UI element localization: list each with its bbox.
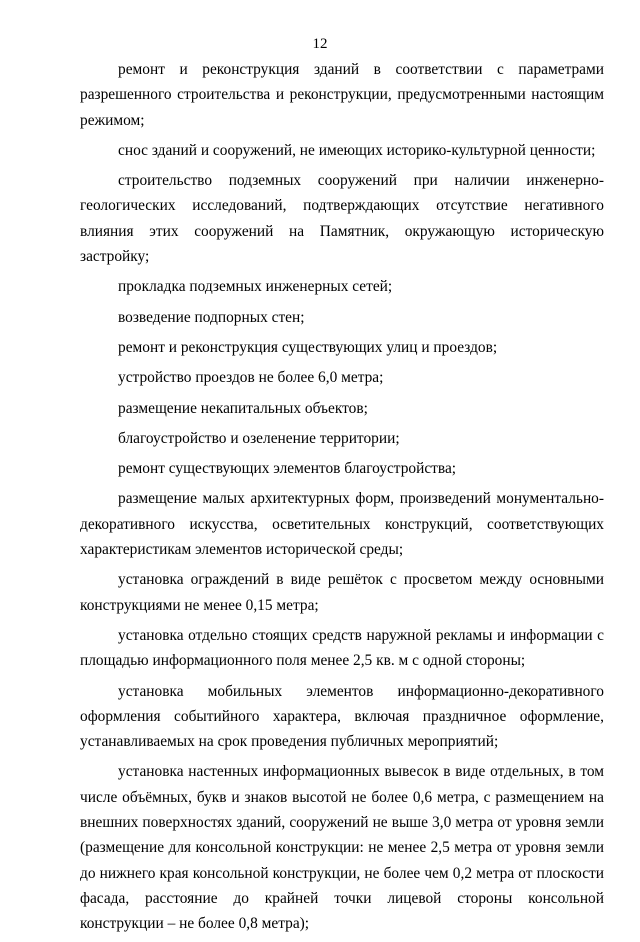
paragraph-underground-construction: строительство подземных сооружений при наличии инженерно-геологических исследований, подтверждающих отсутствие негативного влияния этих сооружений на Памятник, окружающую историческую застройку; [80,172,604,266]
paragraph-small-architectural-forms: размещение малых архитектурных форм, произведений монументально-декоративного искусства, осветительных конструкций, соответствующих характеристикам элементов исторической среды; [80,490,604,559]
paragraph-retaining-walls: возведение подпорных стен; [118,308,305,326]
paragraph-outdoor-advertising: установка отдельно стоящих средств наружной рекламы и информации с площадью информационного поля менее 2,5 кв. м с одной стороны; [80,626,604,670]
paragraph-landscaping: благоустройство и озеленение территории; [118,429,400,447]
paragraph-landscaping-repair: ремонт существующих элементов благоустройства; [118,460,457,478]
paragraph-repair-reconstruction-buildings: ремонт и реконструкция зданий в соответствии с параметрами разрешенного строительства и реконструкции, предусмотренными настоящим режимом; [80,61,604,129]
paragraph-fences: установка ограждений в виде решёток с просветом между основными конструкциями не менее 0,15 метра; [80,571,604,614]
paragraph-mobile-decorative-elements: установка мобильных элементов информационно-декоративного оформления событийного характера, включая праздничное оформление, устанавливаемых на срок проведения публичных мероприятий; [80,682,604,751]
paragraph-demolition: снос зданий и сооружений, не имеющих историко-культурной ценности; [118,141,596,159]
paragraph-driveways: устройство проездов не более 6,0 метра; [118,369,384,387]
document-body [80,57,604,942]
paragraph-streets-repair: ремонт и реконструкция существующих улиц и проездов; [118,338,498,356]
paragraph-temporary-objects: размещение некапитальных объектов; [118,399,368,417]
page-number: 12 [312,36,328,52]
paragraph-underground-utilities: прокладка подземных инженерных сетей; [118,278,393,296]
paragraph-wall-signs: установка настенных информационных вывесок в виде отдельных, в том числе объёмных, букв и знаков высотой не более 0,6 метра, с размещением на внешних поверхностях зданий, сооружений не выше 3,0 метра от уровня земли (размещение для консольной конструкции: не менее 2,5 метра от уровня земли до нижнего края консольной конструкции, не более чем 0,2 метра от плоскости фасада, расстояние до крайней точки лицевой стороны консольной конструкции – не более 0,8 метра); [80,763,604,933]
